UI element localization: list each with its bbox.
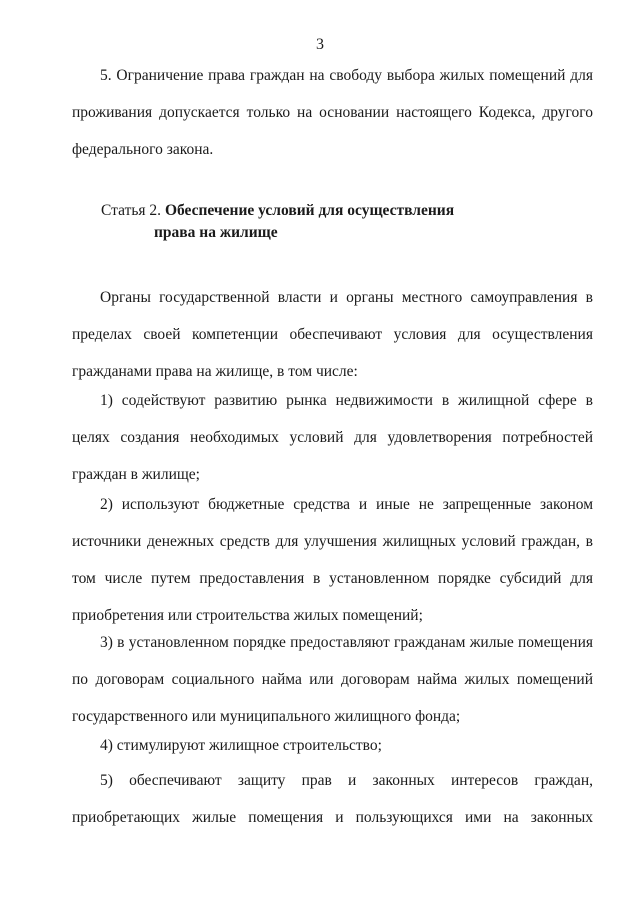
paragraph-5: 5. Ограничение права граждан на свободу выбора жилых помещений для проживания допускается только на основании настоящего Кодекса, другого федерального закона. [72,67,593,158]
list-item-4: 4) стимулируют жилищное строительство; [100,737,382,754]
list-item-5: 5) обеспечивают защиту прав и законных интересов граждан, приобретающих жилые помещения и пользующихся ими на законных [72,772,593,826]
list-item-1: 1) содействуют развитию рынка недвижимости в жилищной сфере в целях создания необходимых условий для удовлетворения потребностей граждан в жилище; [72,392,593,483]
article-intro: Органы государственной власти и органы местного самоуправления в пределах своей компетенции обеспечивают условия для осуществления гражданами права на жилище, в том числе: [72,289,593,380]
list-item-2: 2) используют бюджетные средства и иные не запрещенные законом источники денежных средств для улучшения жилищных условий граждан, в том числе путем предоставления в установленном порядке субсидий для приобретения или строительства жилых помещений; [72,496,593,624]
article-title-line1: Обеспечение условий для осуществления [164,202,455,219]
article-number: Статья 2. [101,202,162,219]
article-heading [101,200,454,244]
list-item-3: 3) в установленном порядке предоставляют гражданам жилые помещения по договорам социального найма или договорам найма жилых помещений государственного или муниципального жилищного фонда; [72,634,593,725]
page-number: 3 [316,36,324,53]
article-title-line2: права на жилище [154,224,278,241]
